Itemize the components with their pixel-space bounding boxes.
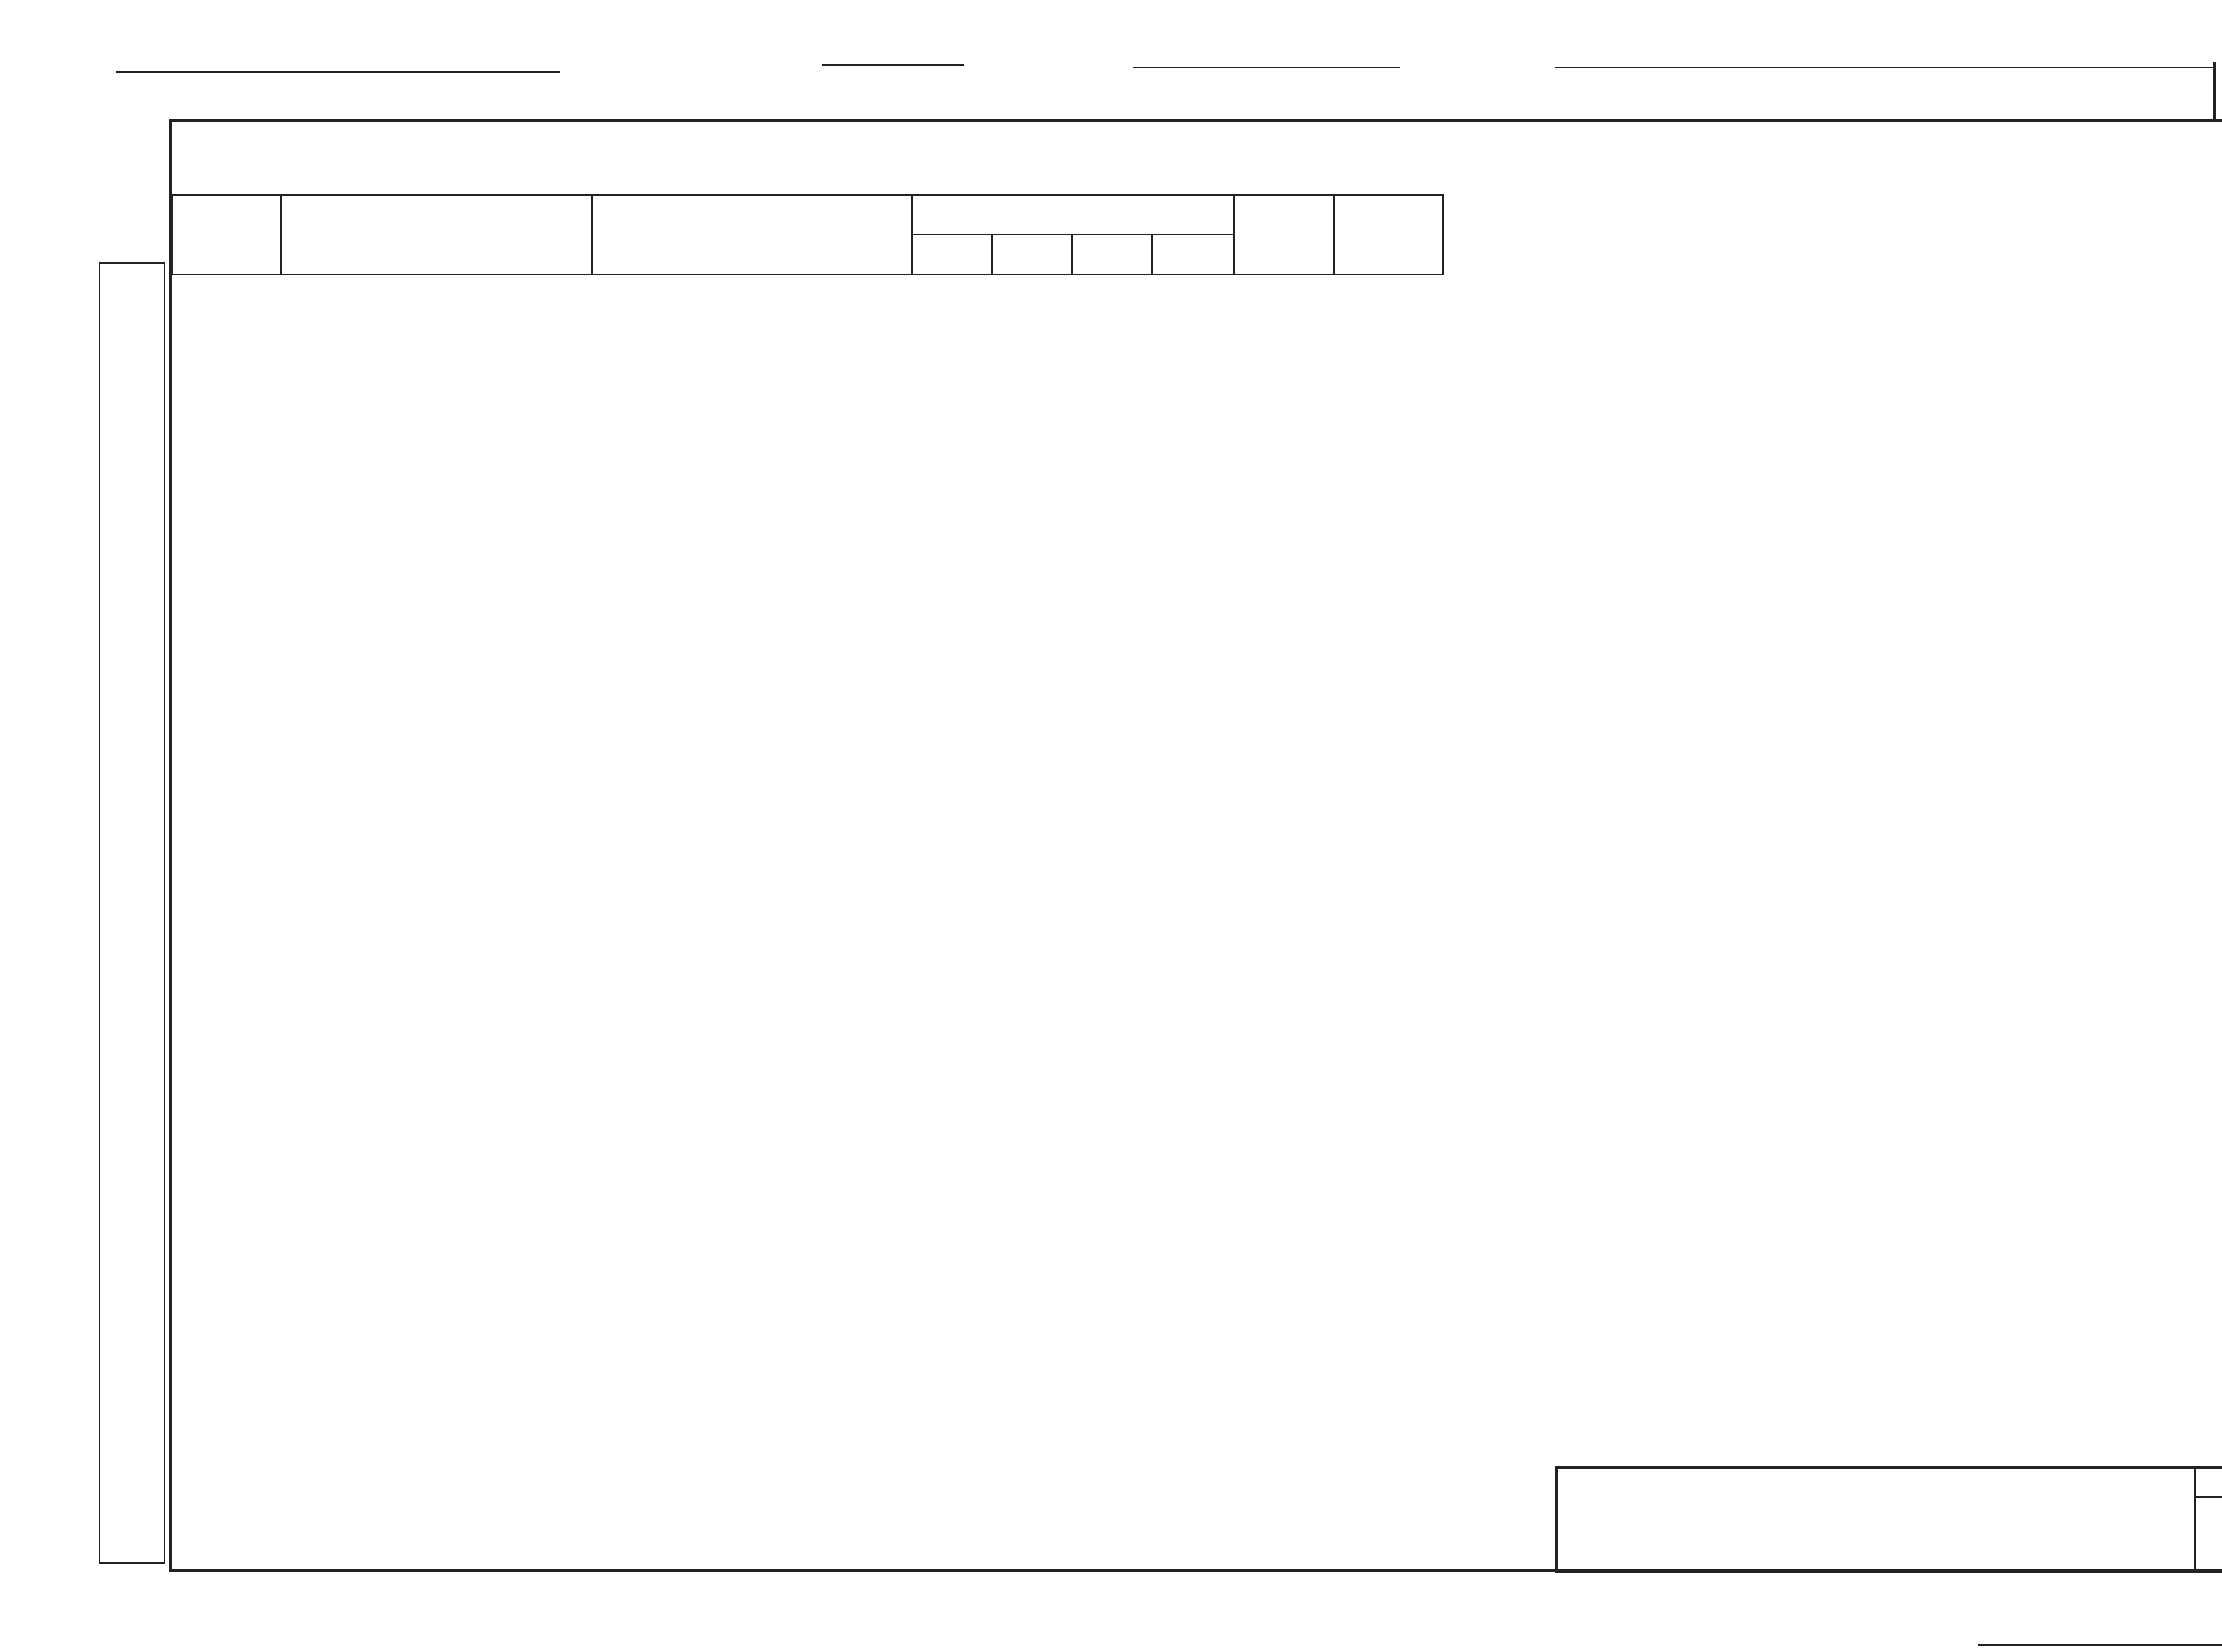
header-note xyxy=(1334,195,1443,275)
header-mass xyxy=(1234,195,1334,275)
header-quantity xyxy=(912,195,1234,235)
sheet-label xyxy=(2196,1469,2222,1498)
side-stamp xyxy=(99,262,165,1564)
header-designation xyxy=(281,195,592,275)
sheet-cell xyxy=(2194,1469,2222,1570)
top-rule-mid2 xyxy=(1133,67,1400,68)
header-mark xyxy=(172,195,281,275)
top-rule-right xyxy=(1555,67,2213,68)
header-q1 xyxy=(912,235,992,275)
drawing-frame xyxy=(169,119,2222,1572)
bottom-rule xyxy=(1978,1644,2222,1646)
sheet-value xyxy=(2196,1498,2222,1516)
top-rule-left xyxy=(116,71,560,73)
spec-table xyxy=(171,194,1444,275)
top-rule-mid xyxy=(822,64,964,66)
header-q3 xyxy=(1072,235,1152,275)
header-name xyxy=(592,195,912,275)
header-q2 xyxy=(992,235,1072,275)
header-q4 xyxy=(1152,235,1234,275)
title-block xyxy=(1555,1466,2222,1573)
sheet-number-box xyxy=(2213,62,2222,119)
